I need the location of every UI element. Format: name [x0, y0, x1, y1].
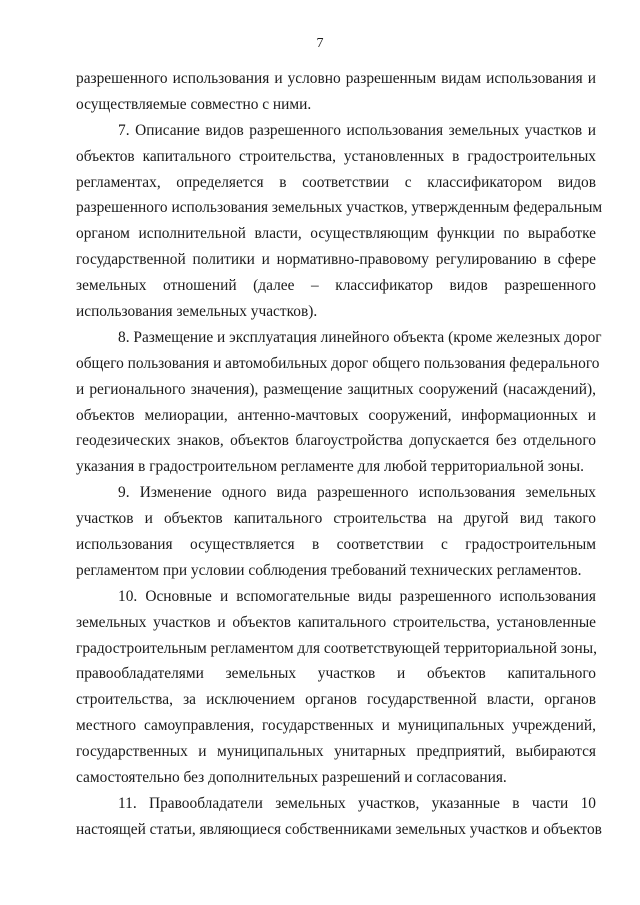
text-line: использования осуществляется в соответствии с градостроительным	[76, 536, 596, 554]
text-line: 7. Описание видов разрешенного использования земельных участков и	[118, 121, 596, 139]
text-line: указания в градостроительном регламенте для любой территориальной зоны.	[76, 458, 584, 476]
text-line: и регионального значения), размещение защитных сооружений (насаждений),	[76, 380, 596, 398]
text-line: самостоятельно без дополнительных разрешений и согласования.	[76, 769, 507, 787]
text-line: земельных отношений (далее – классификатор видов разрешенного	[76, 277, 596, 295]
text-line: 9. Изменение одного вида разрешенного использования земельных	[118, 484, 596, 502]
text-line: использования земельных участков).	[76, 303, 318, 321]
text-line: объектов мелиорации, антенно-мачтовых сооружений, информационных и	[76, 406, 596, 424]
text-line: государственной политики и нормативно-правовому регулированию в сфере	[76, 251, 596, 269]
paragraph-7	[76, 118, 603, 325]
document-body	[76, 66, 603, 843]
text-line: 11. Правообладатели земельных участков, указанные в части 10	[118, 794, 596, 812]
text-line: регламентом при условии соблюдения требований технических регламентов.	[76, 561, 582, 579]
paragraph-10	[76, 584, 596, 791]
text-line: 8. Размещение и эксплуатация линейного объекта (кроме железных дорог	[118, 328, 602, 346]
page-number: 7	[316, 36, 324, 51]
text-line: земельных участков и объектов капитального строительства, установленные	[76, 613, 596, 631]
paragraph-continuation	[76, 66, 596, 118]
text-line: государственных и муниципальных унитарных предприятий, выбираются	[76, 743, 596, 761]
text-line: правообладателями земельных участков и объектов капитального	[76, 665, 596, 683]
paragraph-9	[76, 480, 596, 584]
text-line: градостроительным регламентом для соответствующей территориальной зоны,	[76, 639, 597, 657]
text-line: регламентах, определяется в соответствии с классификатором видов	[76, 173, 596, 191]
text-line: строительства, за исключением органов государственной власти, органов	[76, 691, 596, 709]
paragraph-11	[76, 791, 602, 843]
text-line: органом исполнительной власти, осуществляющим функции по выработке	[76, 225, 596, 243]
text-line: объектов капитального строительства, установленных в градостроительных	[76, 147, 596, 165]
text-line: разрешенного использования и условно разрешенным видам использования и	[76, 70, 596, 87]
text-line: настоящей статьи, являющиеся собственниками земельных участков и объектов	[76, 820, 602, 838]
text-line: 10. Основные и вспомогательные виды разрешенного использования	[118, 587, 596, 605]
text-line: осуществляемые совместно с ними.	[76, 95, 312, 113]
text-line: разрешенного использования земельных участков, утвержденным федеральным	[76, 199, 603, 217]
paragraph-8	[76, 325, 602, 480]
text-line: геодезических знаков, объектов благоустройства допускается без отдельного	[76, 432, 596, 450]
text-line: участков и объектов капитального строительства на другой вид такого	[76, 510, 596, 528]
text-line: местного самоуправления, государственных и муниципальных учреждений,	[76, 717, 596, 735]
text-line: общего пользования и автомобильных дорог общего пользования федерального	[76, 354, 600, 372]
